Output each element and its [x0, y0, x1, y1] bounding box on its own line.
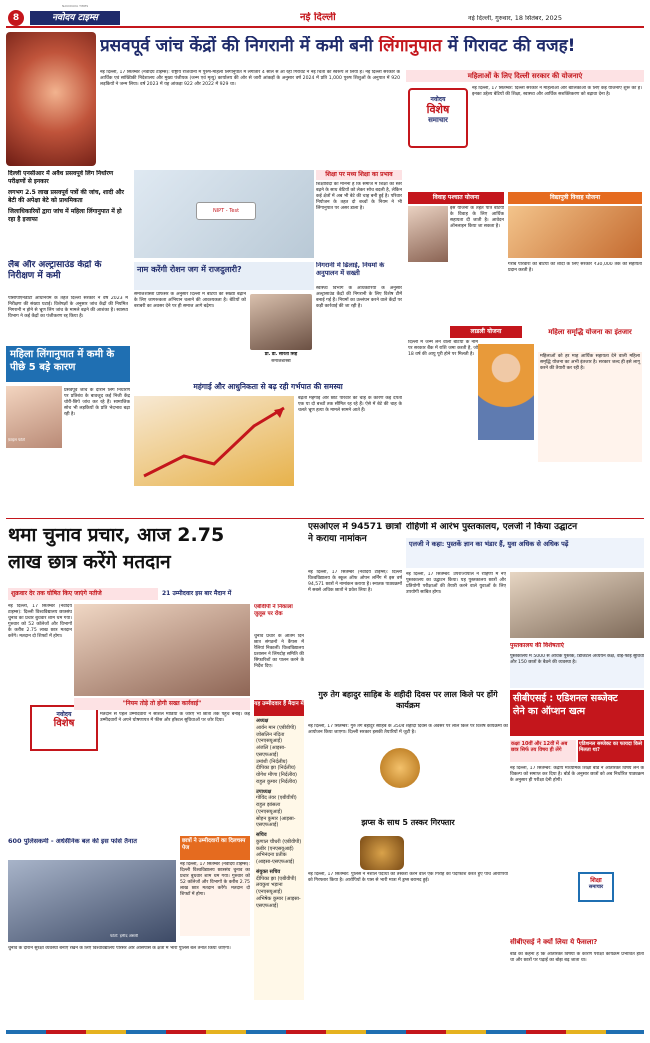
- election-headline-1: थमा चुनाव प्रचार, आज 2.75: [8, 524, 225, 546]
- bullet-2: लगभग 2.5 लाख प्रसवपूर्व पत्रों की जांच, शादी और बेटी की अपेक्षा बेटे को प्राथमिकता: [8, 189, 124, 205]
- cbse-bottom-title: सीबीएसई ने क्यों लिया ये फैसला?: [510, 938, 598, 946]
- vishesh-logo: [408, 88, 468, 148]
- handcuff-image: [360, 836, 404, 870]
- sol-text: नई दिल्ली, 17 सितम्बर (नवोदय टाइम्स): दिल्ली विश्वविद्यालय के स्कूल ऑफ ओपन लर्निंग में इस वर्ष 94,571 छात्रों ने नामांकन कराया है। स्नातक पाठ्यक्रमों में सबसे अधिक छात्रों ने प्रवेश लिया है।: [308, 570, 402, 593]
- candidates-list: [256, 718, 304, 998]
- cbse-bottom-text: बोर्ड का कहना है कि अतिरिक्त विषयों के कारण परीक्षा कार्यक्रम प्रभावित होता था और छात्रों पर पढ़ाई का बोझ बढ़ जाता था।: [510, 952, 644, 963]
- cbse-text: नई दिल्ली, 17 सितम्बर: केंद्रीय माध्यमिक शिक्षा बोर्ड ने अतिरिक्त विषय लेने के विकल्प को समाप्त कर दिया है। बोर्ड के अनुसार छात्रों को अब निर्धारित पाठ्यक्रम के अनुसार ही परीक्षा देनी होगी।: [510, 766, 644, 783]
- election-headline-2: लाख छात्र करेंगे मतदान: [8, 550, 171, 573]
- election-text-2: मतदान से पहले उम्मीदवारों ने सोशल मीडिया के जरिए भी छात्रों तक पहुंच बनाई। कई उम्मीदवारों ने अपने घोषणापत्र में फीस और हॉस्टल सुविधाओं पर जोर दिया।: [100, 712, 250, 723]
- lab-text: पीसीपीएनडीटी अधिनियम के तहत दिल्ली सरकार ने वर्ष 2023 में निरीक्षण की संख्या घटाई। विशेषज्ञों के अनुसार जांच केंद्रों की नियमित निगरानी न होने से भ्रूण लिंग जांच के मामले बढ़ने की आशंका है। स्वास्थ्य विभाग ने कई केंद्रों का पंजीकरण रद्द किया है।: [8, 296, 128, 319]
- election-deck-1: शुक्रवार देर तक घोषित किए जाएंगे नतीजे: [8, 588, 158, 600]
- election-text: नई दिल्ली, 17 सितम्बर (नवोदय टाइम्स): दिल्ली विश्वविद्यालय छात्रसंघ चुनाव का प्रचार बुधवार शाम थम गया। गुरुवार को 52 कॉलेजों और विभागों के करीब 2.75 लाख छात्र मतदान करेंगे। मतदान दो शिफ्टों में होगा।: [8, 604, 72, 639]
- president-label: अध्यक्ष: [256, 718, 269, 724]
- bullet-1: दिल्ली एनसीआर में अवैध प्रसवपूर्व लिंग निर्धारण परीक्षणों से इनकार: [8, 170, 114, 186]
- lead-headline: प्रसवपूर्व जांच केंद्रों की निगरानी में कमी बनी लिंगानुपात में गिरावट की वजह!: [100, 36, 576, 56]
- scheme2-title: विद्यापुत्री विवाह योजना: [508, 192, 642, 204]
- scheme2-text: गरीब परिवारों की बेटियों की शादी के लिए सरकार ₹30,000 तक की सहायता प्रदान करती है।: [508, 262, 642, 273]
- vp-label: उपाध्यक्ष: [256, 788, 272, 795]
- schemes-title-bar: [406, 70, 644, 82]
- pres-2: जोसलिन नंदिता (एनएसयूआई): [256, 731, 285, 745]
- election-headline: [8, 522, 304, 584]
- sec-label: सचिव: [256, 832, 267, 838]
- sol-title: एसओएल में 94571 छात्रों ने कराया नामांकन: [308, 522, 402, 544]
- scheme1-title: विवाह पश्चात योजना: [408, 192, 504, 204]
- quote-banner: "नियम तोड़े तो होगी सख्त कार्रवाई": [74, 698, 250, 710]
- shiksha-logo: [578, 872, 614, 902]
- question-box: [134, 262, 314, 290]
- scheme4-title: महिला समृद्धि योजना का इंतजार: [548, 328, 632, 336]
- cbse-title-box: [510, 690, 644, 736]
- edu-text: शिक्षाविदों का मानना है कि समाज में शिक्षा का स्तर बढ़ने के साथ बेटियों को लेकर सोच बदली है, लेकिन कई क्षेत्रों में अब भी बेटे की चाह बनी हुई है। परिवार नियोजन के तहत दो बच्चों के नियम ने भी लिंगानुपात पर असर डाला है।: [316, 182, 402, 211]
- vp-3: सोहन कुमार (आइसा-एसएफआई): [256, 815, 296, 829]
- library-quote: एलजी ने कहा: पुस्तकें ज्ञान का भंडार हैं, युवा अधिक से अधिक पढ़ें: [406, 538, 644, 568]
- nipt-kit-image: [134, 170, 314, 258]
- vp-2: राहुल झांसला (एनएसयूआई): [256, 802, 283, 815]
- lead-intro: नई दिल्ली, 17 सितम्बर (नवोदय टाइम्स): राष्ट्रीय राजधानी में पुरुष-महिला लिंगानुपात में लगातार 4 साल से आ रही गिरावट ने नई चिंता का स्वरूप ले लिया है। नई दिल्ली सरकार के आर्थिक एवं सांख्यिकी निदेशालय और मुख्य पंजीयक (जन्म एवं मृत्यु) कार्यालय की ओर से जारी आंकड़ों के अनुसार वर्ष 2024 में प्रति 1,000 पुरुष शिशुओं के अनुपात में 920 लड़कियों ने जन्म लिया। वर्ष 2023 में यह आंकड़ा 922 और 2022 में 929 था।: [100, 70, 400, 87]
- brand-logo: नवोदय टाइम्स: [30, 11, 120, 25]
- library-title: रोहिणी में आरंभ पुस्तकालय, एलजी ने किया उद्घाटन: [406, 522, 578, 532]
- campus-text: चुनाव प्रचार के अंतिम दिन छात्र संगठनों ने कैंपस में रैलियां निकालीं। विश्वविद्यालय प्रशासन ने लिंगदोह समिति की सिफारिशों का पालन करने के निर्देश दिए।: [254, 634, 304, 669]
- pres-3: अंजलि (आइसा-एसएफआई): [256, 745, 286, 758]
- professor-photo: [250, 294, 312, 350]
- du-logo-b: विशेष: [53, 718, 75, 730]
- scheme3-title: लाडली योजना: [450, 326, 522, 338]
- pres-7: राहुल कुमार (निर्दलीय): [256, 778, 297, 785]
- wedding-image: [508, 206, 642, 258]
- sec-2: कबीर (एनएसयूआई): [256, 845, 294, 852]
- jsec-label: संयुक्त सचिव: [256, 868, 281, 875]
- vp-1: गोविंद तंवर (एबीवीपी): [256, 795, 297, 802]
- edu-title: शिक्षा पर मध्य शिक्षा का प्रभाव: [316, 170, 402, 180]
- orange-box-title: छात्रों ने उम्मीदवारों का दिलचस्प पेज: [180, 836, 250, 860]
- cbse-q2: एडिशनल सब्जेक्ट का फायदा किसे मिलता था?: [578, 740, 644, 762]
- library-box-title: पुस्तकालय की विशेषताएं: [510, 642, 564, 649]
- scheme1-text: इस योजना के तहत पात्र बेटियों के विवाह के लिए आर्थिक सहायता दी जाती है। आवेदन ऑनलाइन किया जा सकता है।: [450, 206, 504, 229]
- woman-photo: [408, 206, 448, 262]
- gurudwara-title: गुरु तेग बहादुर साहिब के शहीदी दिवस पर लाल किले पर होंगे कार्यक्रम: [318, 690, 498, 710]
- footer-color-strip: [6, 1030, 644, 1034]
- pres-6: योगेश मीणा (निर्दलीय): [256, 772, 297, 778]
- growth-arrow-icon: [134, 396, 294, 486]
- professor-role: समाजशास्त्री: [271, 359, 291, 364]
- election-deck-2: 21 उम्मीदवार इस बार मैदान में: [162, 590, 232, 597]
- kit-label: NIPT - Test: [196, 202, 256, 220]
- cbse-q1: कक्षा 10वीं और 12वीं में अब छात्र सिर्फ तय विषय ही लेंगे: [510, 740, 576, 762]
- du-vishesh-logo: [30, 705, 98, 751]
- five-reasons-banner: महिला लिंगानुपात में कमी के पीछे 5 बड़े कारण: [6, 346, 130, 382]
- city-title: नई दिल्ली: [300, 12, 336, 23]
- question-text: समाजशास्त्री प्रोफेसर के अनुसार दिल्ली में बेटियों की संख्या बढ़ाने के लिए जागरूकता अभियान चलाने की आवश्यकता है। बेटियों को बराबरी का अवसर देने पर ही समाज आगे बढ़ेगा।: [134, 292, 246, 309]
- police-photo: [8, 860, 176, 942]
- jsec-1: दीपिका झा (एबीवीपी): [256, 875, 297, 882]
- bullet-3: जिलाधिकारियों द्वारा जांच में महिला लिंगानुपात में हो रहा है इजाफा: [8, 208, 122, 224]
- modern-title: महंगाई और आधुनिकता से बढ़ रही गर्भपात की समस्या: [193, 382, 343, 391]
- scheme4-text: महिलाओं को हर माह आर्थिक सहायता देने वाली महिला समृद्धि योजना का अभी इंतजार है। सरकार जल्द ही इसे लागू करने की तैयारी कर रही है।: [538, 352, 642, 462]
- brand-small: NAVODAYA TIMES: [62, 5, 89, 8]
- pres-4: उमांशी (निर्दलीय): [256, 758, 288, 765]
- jsec-2: लवकुश भड़ाना (एनएसयूआई): [256, 882, 283, 895]
- orange-box-text: नई दिल्ली, 17 सितम्बर (नवोदय टाइम्स): दिल्ली विश्वविद्यालय छात्रसंघ चुनाव का प्रचार बुधवार शाम थम गया। गुरुवार को 52 कॉलेजों और विभागों के करीब 2.75 लाख छात्र मतदान करेंगे। मतदान दो शिफ्टों में होगा।: [180, 862, 250, 936]
- fetus-image: [6, 32, 96, 166]
- schemes-title: महिलाओं के लिए दिल्ली सरकार की योजनाएं: [467, 72, 583, 80]
- scheme3-text: दिल्ली में जन्म लेने वाली बेटियों के नाम पर सरकार बैंक में राशि जमा करती है, जो 18 वर्ष की आयु पूरी होने पर मिलती है।: [408, 340, 478, 357]
- police-title: 600 पुलिसकर्मी - अर्धसैनिक बल की इस फोर्स तैनात: [8, 838, 137, 845]
- logo-a: नवोदय: [430, 96, 446, 103]
- du-logo-a: नवोदय: [56, 711, 72, 718]
- professor-name: प्रो. डॉ. सरिता सिंह: [264, 352, 298, 357]
- shiksha-b: समाचार: [588, 884, 604, 891]
- candidates-title: यह उम्मीदवार हैं मैदान में: [254, 700, 304, 716]
- monitoring-text: स्वास्थ्य विभाग के अधिकारियों के अनुसार अल्ट्रासाउंड केंद्रों की निगरानी के लिए विशेष टीमें बनाई गई हैं। नियमों का उल्लंघन करने वाले केंद्रों पर कड़ी कार्रवाई की जा रही है।: [316, 286, 402, 309]
- crime-text: नई दिल्ली, 17 सितम्बर: पुलिस ने नशीले पदार्थों की तस्करी करने वाले एक गिरोह का पर्दाफाश करते हुए पांच आरोपियों को गिरफ्तार किया है। आरोपियों के पास से भारी मात्रा में ड्रग्स बरामद हुई।: [308, 872, 508, 883]
- guru-emblem-image: [380, 748, 420, 788]
- question-title: नाम करेंगी रोशन जग में राजदुलारी?: [137, 265, 242, 274]
- students-photo: [74, 604, 250, 696]
- logo-b: विशेष: [426, 103, 450, 117]
- cbse-title-1: सीबीएसई : एडिशनल सब्जेक्ट: [513, 693, 618, 704]
- growth-chart-image: [134, 396, 294, 486]
- gurudwara-text: नई दिल्ली, 17 सितम्बर: गुरु तेग बहादुर साहिब के 350वें शहीदी दिवस के अवसर पर लाल किले पर विशेष कार्यक्रमों का आयोजन किया जाएगा। दिल्ली सरकार इसकी तैयारियों में जुटी है।: [308, 724, 508, 735]
- lead-bullets: [8, 170, 128, 250]
- section-divider: [6, 518, 644, 519]
- pres-1: आर्यन मान (एबीवीपी): [256, 724, 297, 731]
- library-text: नई दिल्ली, 17 सितम्बर: उपराज्यपाल ने रोहिणी में नए पुस्तकालय का उद्घाटन किया। यह पुस्तकालय छात्रों और प्रतियोगी परीक्षाओं की तैयारी करने वाले युवाओं के लिए उपयोगी साबित होगा।: [406, 572, 506, 595]
- girl-illustration: [478, 344, 534, 440]
- sec-3: अभिनंदना प्रतीक (आइसा-एसएफआई): [256, 852, 295, 865]
- cbse-title-2: लेने का ऑप्शन खत्म: [513, 705, 586, 717]
- logo-c: समाचार: [428, 116, 448, 125]
- page-number: 8: [8, 10, 24, 26]
- library-photo: [510, 572, 644, 638]
- modern-text: बढ़ती महंगाई और छोटे परिवार की चाह के कारण कई दंपती एक या दो बच्चों तक सीमित रह रहे हैं। ऐसे में बेटे की चाह के चलते भ्रूण हत्या के मामले सामने आते हैं।: [298, 396, 402, 413]
- monitoring-title: निगरानी में ढिलाई, नियमों के अनुपालन में सख्ती: [316, 262, 385, 277]
- schemes-text: नई दिल्ली, 17 सितम्बर: दिल्ली सरकार ने महिलाओं और बालिकाओं के लिए कई योजनाएं शुरू की हैं। इनका उद्देश्य बेटियों की शिक्षा, स्वास्थ्य और आर्थिक सशक्तिकरण को बढ़ावा देना है।: [472, 86, 642, 97]
- side-text: प्रसवपूर्व जांच के दौरान लिंग निर्धारण पर प्रतिबंध के बावजूद कई निजी केंद्र चोरी-छिपे जांच कर रहे हैं। सामाजिक सोच भी लड़कियों के प्रति भेदभाव बढ़ा रही है।: [64, 388, 130, 417]
- jsec-3: अभिषेक कुमार (आइसा-एसएफआई): [256, 895, 301, 909]
- pres-5: दीपिका झा (निर्दलीय): [256, 765, 296, 772]
- shiksha-a: शिक्षा: [590, 877, 602, 884]
- library-box-text: पुस्तकालय में 5000 से अधिक पुस्तकें, डिजिटल अध्ययन कक्ष, वाई-फाई सुविधा और 150 छात्रों के बैठने की व्यवस्था है।: [510, 654, 644, 688]
- photo-caption: फोटो: हमीद अंसारी: [110, 934, 139, 938]
- lab-title: लैब और अल्ट्रासाउंड केंद्रों के निरीक्षण में कमी: [8, 260, 102, 281]
- campus-title: एबीवीपी ने निकाला जुलूस पर रोक: [254, 604, 293, 617]
- crime-title: झप्स के साथ 5 तस्कर गिरफ्तार: [361, 818, 455, 827]
- police-text: चुनाव के दौरान सुरक्षा व्यवस्था बनाए रखने के लिए विश्वविद्यालय परिसर और आसपास के क्षेत्रों में भारी पुलिस बल तैनात किया जाएगा।: [8, 946, 231, 951]
- baby-caption: फ़ाइल फोटो: [8, 438, 26, 442]
- sec-1: कुणाल चौधरी (एबीवीपी): [256, 838, 302, 845]
- date-line: नई दिल्ली, गुरुवार, 18 सितंबर, 2025: [468, 15, 562, 22]
